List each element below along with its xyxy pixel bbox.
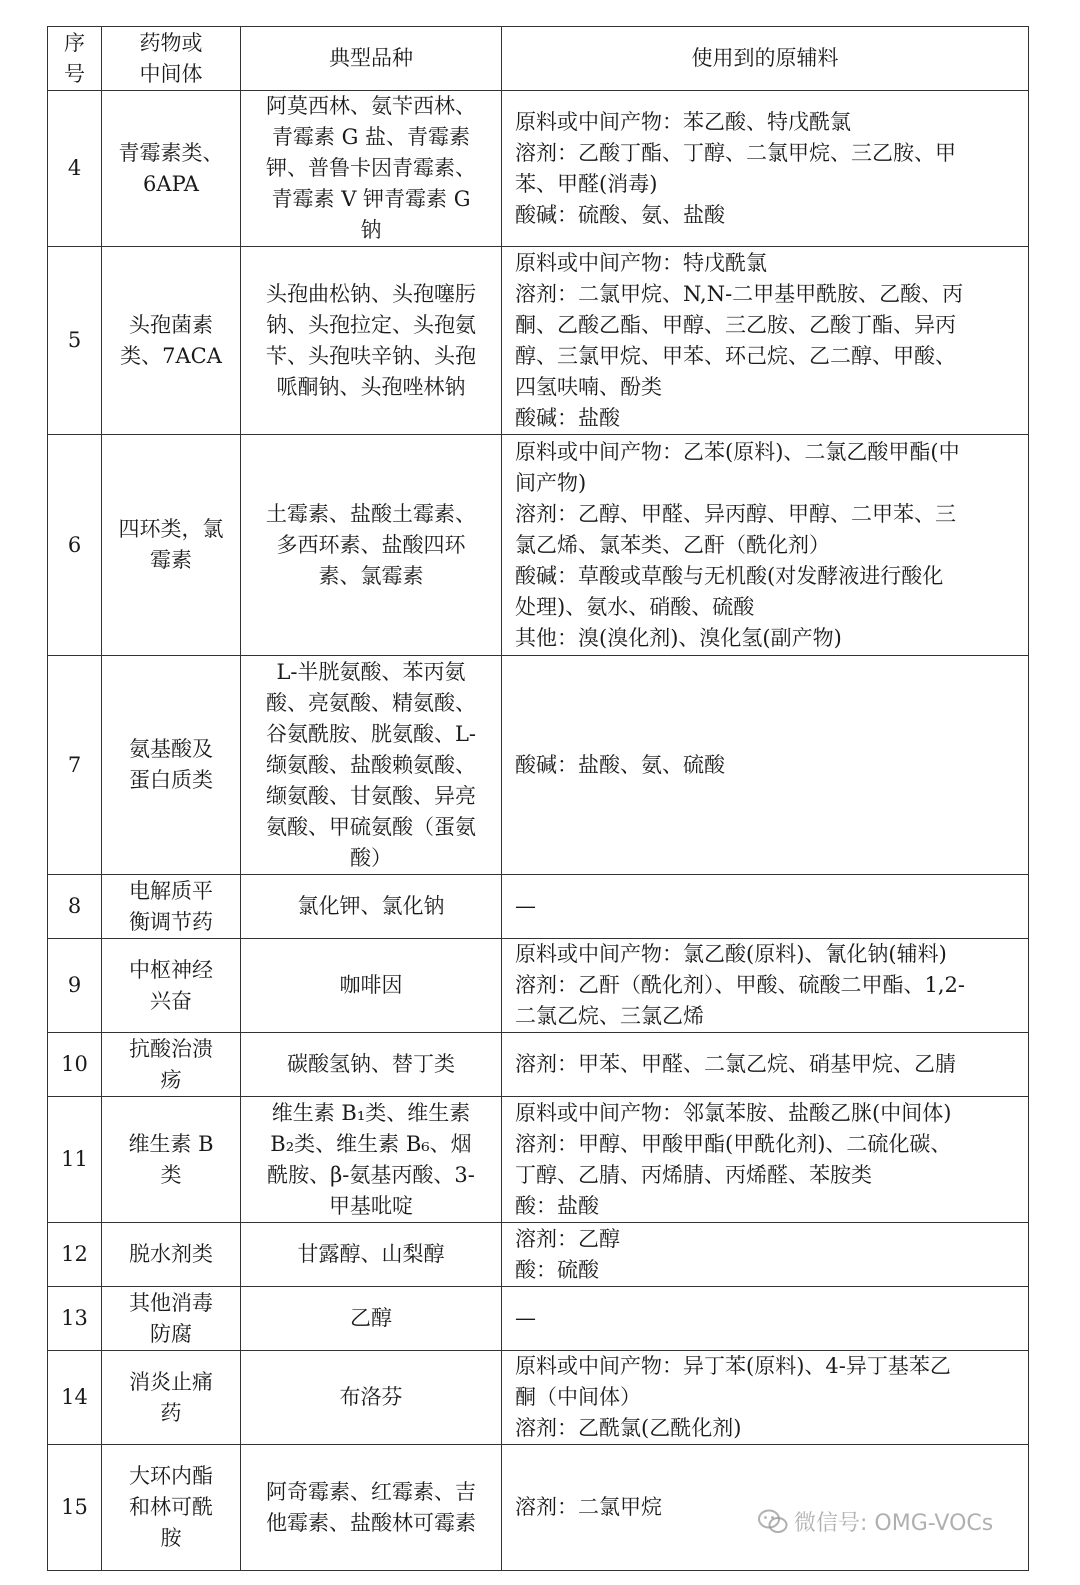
materials-cell-line: — [515, 1306, 536, 1330]
serial-number-cell: 15 [48, 1445, 102, 1571]
varieties-cell-line: 酰胺、β-氨基丙酸、3- [267, 1162, 475, 1187]
materials-cell-line: 原料或中间产物：苯乙酸、特戊酰氯 [515, 109, 851, 134]
table-row [48, 247, 1029, 435]
drug-cell-line: 防腐 [150, 1321, 192, 1346]
varieties-cell [241, 91, 502, 247]
header-raw-materials: 使用到的原辅料 [502, 27, 1029, 91]
wechat-icon [758, 1509, 788, 1535]
drug-cell-line: 中枢神经 [129, 957, 213, 982]
header-drug-or-intermediate [102, 27, 241, 91]
varieties-cell-line: 钾、普鲁卡因青霉素、 [266, 156, 476, 180]
materials-cell-line: 苯、甲醛(消毒) [515, 171, 658, 196]
materials-cell-line: 酸碱：草酸或草酸与无机酸(对发酵液进行酸化 [515, 563, 944, 588]
drug-cell-line: 维生素 B [128, 1131, 214, 1156]
varieties-cell [241, 1287, 502, 1351]
varieties-cell-line: 钠、头孢拉定、头孢氨 [266, 312, 476, 337]
drug-cell-line: 药 [160, 1400, 182, 1425]
varieties-cell-line: 布洛芬 [339, 1385, 403, 1409]
drug-cell-line: 消炎止痛 [129, 1369, 213, 1394]
materials-cell-line: 原料或中间产物：邻氯苯胺、盐酸乙脒(中间体) [515, 1100, 952, 1125]
materials-cell [502, 875, 1029, 939]
materials-cell-line: 处理)、氨水、硝酸、硫酸 [515, 594, 755, 619]
varieties-cell [241, 875, 502, 939]
materials-cell-line: 酸碱：盐酸 [515, 405, 620, 430]
varieties-cell-line: 青霉素 V 钾青霉素 G [271, 187, 471, 211]
materials-cell-line: 溶剂：乙酐（酰化剂）、甲酸、硫酸二甲酯、1,2- [515, 973, 965, 997]
materials-cell [502, 1223, 1029, 1287]
varieties-cell-line: L-半胱氨酸、苯丙氨 [276, 659, 466, 684]
varieties-cell-line: 缬氨酸、盐酸赖氨酸、 [266, 752, 476, 777]
materials-cell-line: 四氢呋喃、酚类 [515, 374, 662, 399]
drug-cell [102, 1033, 241, 1097]
table-row [48, 1033, 1029, 1097]
table-row [48, 1287, 1029, 1351]
varieties-cell-line: 氨酸、甲硫氨酸（蛋氨 [266, 814, 476, 839]
varieties-cell-line: 多西环素、盐酸四环 [276, 532, 466, 557]
drug-cell-line: 和林可酰 [129, 1495, 213, 1519]
materials-cell-line: 溶剂：甲醇、甲酸甲酯(甲酰化剂)、二硫化碳、 [515, 1131, 952, 1156]
serial-number-cell: 13 [48, 1287, 102, 1351]
varieties-cell [241, 247, 502, 435]
materials-cell [502, 656, 1029, 875]
materials-cell-line: 溶剂：二氯甲烷、N,N-二甲基甲酰胺、乙酸、丙 [515, 281, 964, 306]
varieties-cell-line: 哌酮钠、头孢唑林钠 [276, 374, 466, 399]
varieties-cell-line: 阿奇霉素、红霉素、吉 [266, 1479, 476, 1504]
materials-cell-line: 溶剂：二氯甲烷 [515, 1495, 662, 1519]
varieties-cell-line: 钠 [360, 218, 382, 242]
varieties-cell [241, 1351, 502, 1445]
materials-cell [502, 939, 1029, 1033]
materials-cell-line: 原料或中间产物：特戊酰氯 [515, 250, 767, 275]
materials-cell-line: 酮、乙酸乙酯、甲醇、三乙胺、乙酸丁酯、异丙 [515, 312, 956, 337]
drug-cell [102, 435, 241, 656]
drug-cell-line: 疡 [160, 1067, 182, 1092]
drug-cell-line: 脱水剂类 [129, 1242, 213, 1266]
materials-cell-line: 酮（中间体） [515, 1385, 641, 1409]
materials-cell-line: 间产物) [515, 470, 587, 495]
materials-cell [502, 435, 1029, 656]
table-row [48, 875, 1029, 939]
drug-cell-line: 氨基酸及 [129, 737, 213, 761]
drug-cell-line: 四环类，氯 [118, 517, 224, 541]
varieties-cell-line: 甲基吡啶 [329, 1193, 413, 1218]
materials-cell-line: 原料或中间产物：乙苯(原料)、二氯乙酸甲酯(中 [515, 439, 960, 464]
varieties-cell-line: 酸、亮氨酸、精氨酸、 [266, 690, 476, 715]
drug-cell-line: 霉素 [150, 548, 192, 572]
materials-cell-line: 酸：硫酸 [515, 1257, 599, 1282]
header-serial-line-2: 号 [64, 61, 85, 86]
varieties-cell-line: 酸） [350, 845, 392, 870]
materials-cell-line: 酸碱：硫酸、氨、盐酸 [515, 202, 725, 227]
serial-number-cell: 8 [48, 875, 102, 939]
materials-cell [502, 1033, 1029, 1097]
header-drug-line-2: 中间体 [139, 61, 203, 86]
drug-cell-line: 其他消毒 [129, 1290, 213, 1315]
drug-cell-line: 类、7ACA [120, 343, 222, 368]
serial-number-cell: 4 [48, 91, 102, 247]
drug-cell [102, 875, 241, 939]
varieties-cell-line: 苄、头孢呋辛钠、头孢 [266, 343, 476, 368]
watermark [758, 1506, 993, 1537]
table-row [48, 435, 1029, 656]
materials-cell [502, 247, 1029, 435]
drug-cell-line: 电解质平 [129, 878, 213, 903]
materials-cell-line: 溶剂：乙醇 [515, 1226, 620, 1251]
varieties-cell-line: 乙醇 [350, 1306, 392, 1330]
drug-cell-line: 胺 [160, 1526, 182, 1550]
serial-number-cell: 10 [48, 1033, 102, 1097]
serial-number-cell: 7 [48, 656, 102, 875]
materials-cell-line: 原料或中间产物：氯乙酸(原料)、氰化钠(辅料) [515, 942, 947, 966]
materials-cell [502, 1097, 1029, 1223]
serial-number-cell: 12 [48, 1223, 102, 1287]
varieties-cell-line: 他霉素、盐酸林可霉素 [266, 1510, 476, 1535]
drug-cell [102, 247, 241, 435]
drug-cell [102, 939, 241, 1033]
drug-cell-line: 抗酸治溃 [129, 1036, 213, 1061]
materials-cell-line: — [515, 894, 536, 918]
varieties-cell [241, 1097, 502, 1223]
drug-cell [102, 1287, 241, 1351]
varieties-cell-line: 甘露醇、山梨醇 [297, 1242, 445, 1266]
varieties-cell [241, 939, 502, 1033]
varieties-cell-line: 青霉素 G 盐、青霉素 [271, 125, 471, 149]
varieties-cell-line: 头孢曲松钠、头孢噻肟 [266, 281, 476, 306]
header-serial-number [48, 27, 102, 91]
varieties-cell [241, 1223, 502, 1287]
materials-cell-line: 酸：盐酸 [515, 1193, 599, 1218]
materials-cell-line: 溶剂：乙醇、甲醛、异丙醇、甲醇、二甲苯、三 [515, 501, 956, 526]
varieties-cell-line: 碳酸氢钠、替丁类 [287, 1052, 455, 1076]
varieties-cell-line: 氯化钾、氯化钠 [297, 894, 445, 918]
watermark-text: 微信号: OMG-VOCs [794, 1511, 994, 1536]
table-row [48, 939, 1029, 1033]
materials-cell-line: 溶剂：乙酸丁酯、丁醇、二氯甲烷、三乙胺、甲 [515, 140, 956, 165]
varieties-cell-line: B₂类、维生素 B₆、烟 [270, 1131, 472, 1156]
materials-cell [502, 91, 1029, 247]
materials-cell [502, 1287, 1029, 1351]
varieties-cell [241, 1033, 502, 1097]
varieties-cell-line: 素、氯霉素 [318, 563, 424, 588]
drug-cell-line: 青霉素类、 [118, 140, 224, 165]
drug-cell-line: 兴奋 [150, 988, 192, 1013]
table-row [48, 1223, 1029, 1287]
varieties-cell-line: 土霉素、盐酸土霉素、 [266, 501, 476, 526]
drug-cell [102, 1351, 241, 1445]
materials-table [47, 26, 1029, 1571]
drug-cell [102, 1097, 241, 1223]
materials-cell-line: 酸碱：盐酸、氨、硫酸 [515, 752, 725, 777]
drug-cell [102, 656, 241, 875]
materials-cell-line: 丁醇、乙腈、丙烯腈、丙烯醛、苯胺类 [515, 1162, 872, 1187]
serial-number-cell: 5 [48, 247, 102, 435]
materials-cell-line: 溶剂：乙酰氯(乙酰化剂) [515, 1416, 742, 1440]
table-row [48, 1097, 1029, 1223]
header-row [48, 27, 1029, 91]
varieties-cell [241, 1445, 502, 1571]
varieties-cell-line: 缬氨酸、甘氨酸、异亮 [266, 783, 476, 808]
materials-cell-line: 溶剂：甲苯、甲醛、二氯乙烷、硝基甲烷、乙腈 [515, 1052, 956, 1076]
drug-cell-line: 衡调节药 [129, 909, 213, 934]
drug-cell-line: 大环内酯 [129, 1464, 213, 1488]
serial-number-cell: 11 [48, 1097, 102, 1223]
varieties-cell [241, 656, 502, 875]
drug-cell-line: 蛋白质类 [129, 768, 213, 792]
varieties-cell-line: 谷氨酰胺、胱氨酸、L- [265, 721, 477, 746]
serial-number-cell: 9 [48, 939, 102, 1033]
header-serial-line-1: 序 [64, 30, 85, 55]
serial-number-cell: 14 [48, 1351, 102, 1445]
materials-cell-line: 醇、三氯甲烷、甲苯、环己烷、乙二醇、甲酸、 [515, 343, 956, 368]
serial-number-cell: 6 [48, 435, 102, 656]
drug-cell-line: 类 [160, 1162, 182, 1187]
varieties-cell-line: 咖啡因 [339, 973, 403, 997]
table-row [48, 656, 1029, 875]
materials-cell-line: 其他：溴(溴化剂)、溴化氢(副产物) [515, 625, 842, 650]
drug-cell [102, 91, 241, 247]
varieties-cell [241, 435, 502, 656]
table-row [48, 91, 1029, 247]
materials-cell-line: 原料或中间产物：异丁苯(原料)、4-异丁基苯乙 [515, 1354, 951, 1378]
header-drug-line-1: 药物或 [139, 30, 203, 55]
varieties-cell-line: 阿莫西林、氨苄西林、 [266, 94, 476, 118]
table-row [48, 1351, 1029, 1445]
drug-cell-line: 6APA [143, 171, 199, 196]
varieties-cell-line: 维生素 B₁类、维生素 [271, 1100, 471, 1125]
materials-cell-line: 二氯乙烷、三氯乙烯 [515, 1004, 704, 1028]
drug-cell [102, 1223, 241, 1287]
materials-cell [502, 1351, 1029, 1445]
materials-cell-line: 氯乙烯、氯苯类、乙酐（酰化剂） [515, 532, 830, 557]
drug-cell [102, 1445, 241, 1571]
drug-cell-line: 头孢菌素 [129, 312, 213, 337]
header-typical-varieties: 典型品种 [241, 27, 502, 91]
